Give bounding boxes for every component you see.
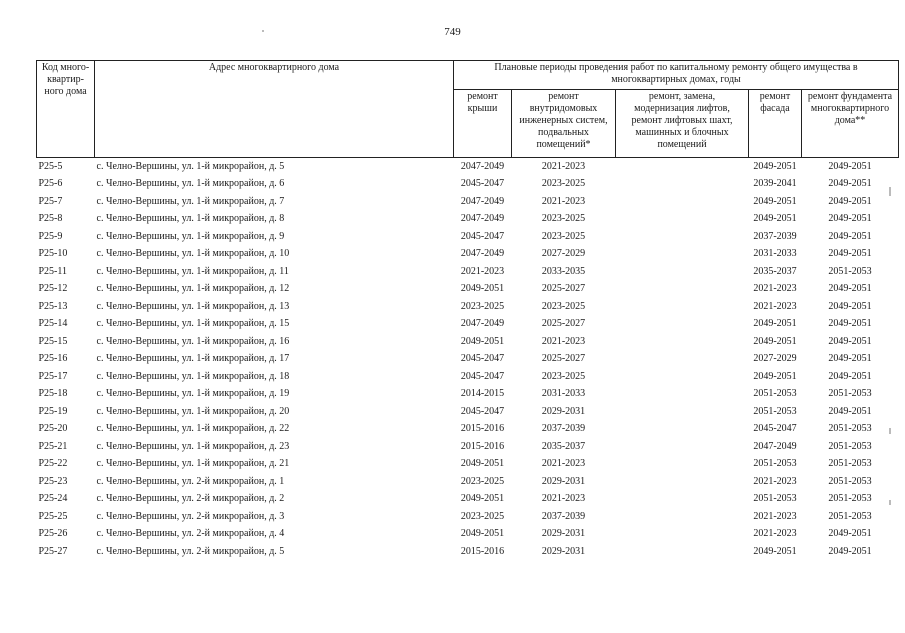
cell-systems: 2021-2023: [541, 458, 586, 470]
cell-address: с. Челно-Вершины, ул. 1-й микрорайон, д. 16: [96, 335, 290, 347]
cell-roof: 2045-2047: [460, 178, 505, 190]
cell-code: P25-6: [38, 178, 63, 190]
cell-foundation: 2049-2051: [828, 230, 872, 242]
cell-systems: 2023-2025: [541, 213, 586, 225]
table-row: [37, 333, 899, 351]
cell-roof: 2047-2049: [460, 318, 505, 330]
cell-elevators: [616, 281, 749, 299]
cell-address: с. Челно-Вершины, ул. 1-й микрорайон, д. 7: [96, 195, 285, 207]
scan-speck: [889, 500, 891, 505]
cell-facade: 2049-2051: [753, 370, 797, 382]
page-number: 749: [444, 26, 461, 38]
cell-elevators: [616, 526, 749, 544]
cell-systems: 2025-2027: [541, 318, 586, 330]
cell-facade: 2049-2051: [753, 545, 797, 557]
cell-address: с. Челно-Вершины, ул. 1-й микрорайон, д. 19: [96, 388, 290, 400]
cell-code: P25-11: [38, 265, 68, 277]
cell-systems: 2037-2039: [541, 510, 586, 522]
table-row: [37, 421, 899, 439]
cell-address: с. Челно-Вершины, ул. 1-й микрорайон, д. 9: [96, 230, 285, 242]
cell-code: P25-15: [38, 335, 68, 347]
cell-address: с. Челно-Вершины, ул. 1-й микрорайон, д. 5: [96, 160, 285, 172]
table-row: [37, 176, 899, 194]
cell-elevators: [616, 316, 749, 334]
cell-facade: 2021-2023: [753, 283, 797, 295]
cell-elevators: [616, 368, 749, 386]
cell-systems: 2023-2025: [541, 178, 586, 190]
cell-elevators: [616, 211, 749, 229]
cell-systems: 2033-2035: [541, 265, 586, 277]
cell-code: P25-14: [38, 318, 68, 330]
header-roof: ремонт крыши: [454, 90, 512, 158]
scan-speck: [262, 30, 264, 32]
cell-roof: 2049-2051: [460, 335, 505, 347]
cell-foundation: 2049-2051: [828, 353, 872, 365]
cell-elevators: [616, 386, 749, 404]
header-address: Адрес многоквартирного дома: [95, 61, 454, 158]
cell-code: P25-9: [38, 230, 63, 242]
cell-systems: 2023-2025: [541, 370, 586, 382]
cell-code: P25-8: [38, 213, 63, 225]
cell-systems: 2029-2031: [541, 475, 586, 487]
cell-address: с. Челно-Вершины, ул. 1-й микрорайон, д. 10: [96, 248, 290, 260]
table-row: [37, 456, 899, 474]
cell-elevators: [616, 473, 749, 491]
cell-address: с. Челно-Вершины, ул. 1-й микрорайон, д. 17: [96, 353, 290, 365]
cell-elevators: [616, 543, 749, 561]
cell-address: с. Челно-Вершины, ул. 1-й микрорайон, д. 12: [96, 283, 290, 295]
cell-address: с. Челно-Вершины, ул. 2-й микрорайон, д. 5: [96, 545, 285, 557]
header-facade: ремонт фасада: [749, 90, 802, 158]
table-row: [37, 438, 899, 456]
cell-foundation: 2049-2051: [828, 300, 872, 312]
cell-address: с. Челно-Вершины, ул. 2-й микрорайон, д. 1: [96, 475, 285, 487]
cell-elevators: [616, 298, 749, 316]
table-header: [37, 61, 899, 158]
cell-foundation: 2051-2053: [828, 475, 872, 487]
cell-elevators: [616, 403, 749, 421]
cell-code: P25-19: [38, 405, 68, 417]
cell-code: P25-20: [38, 423, 68, 435]
cell-foundation: 2051-2053: [828, 458, 872, 470]
cell-facade: 2039-2041: [753, 178, 797, 190]
cell-address: с. Челно-Вершины, ул. 1-й микрорайон, д. 18: [96, 370, 290, 382]
cell-elevators: [616, 508, 749, 526]
cell-roof: 2049-2051: [460, 283, 505, 295]
cell-facade: 2027-2029: [753, 353, 797, 365]
header-systems: ремонт внутридомовых инженерных систем, подвальных помещений*: [512, 90, 616, 158]
cell-systems: 2027-2029: [541, 248, 586, 260]
cell-facade: 2051-2053: [753, 458, 797, 470]
cell-foundation: 2049-2051: [828, 370, 872, 382]
cell-facade: 2049-2051: [753, 335, 797, 347]
table-row: [37, 351, 899, 369]
scan-speck: [889, 187, 891, 196]
table-row: [37, 386, 899, 404]
cell-address: с. Челно-Вершины, ул. 1-й микрорайон, д. 15: [96, 318, 290, 330]
cell-elevators: [616, 333, 749, 351]
cell-roof: 2045-2047: [460, 353, 505, 365]
cell-address: с. Челно-Вершины, ул. 2-й микрорайон, д. 3: [96, 510, 285, 522]
cell-foundation: 2049-2051: [828, 283, 872, 295]
cell-roof: 2023-2025: [460, 510, 505, 522]
capital-repair-table: [36, 60, 899, 561]
cell-foundation: 2051-2053: [828, 493, 872, 505]
cell-roof: 2047-2049: [460, 160, 505, 172]
cell-systems: 2029-2031: [541, 405, 586, 417]
table-row: [37, 368, 899, 386]
table-row: [37, 298, 899, 316]
cell-code: P25-10: [38, 248, 68, 260]
cell-code: P25-13: [38, 300, 68, 312]
cell-foundation: 2049-2051: [828, 528, 872, 540]
cell-roof: 2045-2047: [460, 405, 505, 417]
cell-code: P25-22: [38, 458, 68, 470]
cell-facade: 2021-2023: [753, 528, 797, 540]
cell-elevators: [616, 438, 749, 456]
cell-elevators: [616, 456, 749, 474]
cell-address: с. Челно-Вершины, ул. 1-й микрорайон, д. 13: [96, 300, 290, 312]
cell-systems: 2023-2025: [541, 230, 586, 242]
header-elevators: ремонт, замена, модернизация лифтов, ремонт лифтовых шахт, машинных и блочных помещений: [616, 90, 749, 158]
cell-systems: 2031-2033: [541, 388, 586, 400]
table-row: [37, 543, 899, 561]
cell-roof: 2021-2023: [460, 265, 505, 277]
cell-roof: 2047-2049: [460, 213, 505, 225]
cell-address: с. Челно-Вершины, ул. 1-й микрорайон, д. 11: [96, 265, 289, 277]
cell-facade: 2021-2023: [753, 510, 797, 522]
cell-code: P25-17: [38, 370, 68, 382]
cell-facade: 2031-2033: [753, 248, 797, 260]
cell-roof: 2047-2049: [460, 248, 505, 260]
table-row: [37, 403, 899, 421]
cell-code: P25-18: [38, 388, 68, 400]
cell-code: P25-5: [38, 160, 63, 172]
table-row: [37, 491, 899, 509]
cell-code: P25-21: [38, 440, 68, 452]
cell-foundation: 2051-2053: [828, 265, 872, 277]
table-row: [37, 316, 899, 334]
cell-code: P25-24: [38, 493, 68, 505]
cell-systems: 2025-2027: [541, 283, 586, 295]
cell-elevators: [616, 351, 749, 369]
cell-code: P25-12: [38, 283, 68, 295]
cell-code: P25-26: [38, 528, 68, 540]
cell-systems: 2021-2023: [541, 160, 586, 172]
cell-address: с. Челно-Вершины, ул. 1-й микрорайон, д. 21: [96, 458, 290, 470]
cell-foundation: 2051-2053: [828, 510, 872, 522]
cell-systems: 2029-2031: [541, 528, 586, 540]
cell-systems: 2025-2027: [541, 353, 586, 365]
cell-elevators: [616, 246, 749, 264]
cell-code: P25-7: [38, 195, 63, 207]
cell-foundation: 2049-2051: [828, 545, 872, 557]
cell-foundation: 2051-2053: [828, 388, 872, 400]
cell-facade: 2049-2051: [753, 195, 797, 207]
cell-facade: 2035-2037: [753, 265, 797, 277]
cell-elevators: [616, 176, 749, 194]
cell-systems: 2029-2031: [541, 545, 586, 557]
cell-foundation: 2049-2051: [828, 178, 872, 190]
table-row: [37, 508, 899, 526]
cell-code: P25-16: [38, 353, 68, 365]
cell-systems: 2021-2023: [541, 195, 586, 207]
cell-foundation: 2051-2053: [828, 423, 872, 435]
cell-address: с. Челно-Вершины, ул. 1-й микрорайон, д. 6: [96, 178, 285, 190]
cell-foundation: 2049-2051: [828, 335, 872, 347]
cell-facade: 2037-2039: [753, 230, 797, 242]
table-body: [37, 158, 899, 561]
cell-facade: 2049-2051: [753, 318, 797, 330]
cell-facade: 2049-2051: [753, 213, 797, 225]
cell-roof: 2049-2051: [460, 528, 505, 540]
cell-code: P25-25: [38, 510, 68, 522]
cell-facade: 2021-2023: [753, 475, 797, 487]
cell-foundation: 2049-2051: [828, 248, 872, 260]
cell-foundation: 2049-2051: [828, 213, 872, 225]
cell-elevators: [616, 228, 749, 246]
table-row: [37, 526, 899, 544]
cell-roof: 2014-2015: [460, 388, 505, 400]
cell-roof: 2023-2025: [460, 475, 505, 487]
cell-roof: 2049-2051: [460, 458, 505, 470]
cell-address: с. Челно-Вершины, ул. 1-й микрорайон, д. 23: [96, 440, 290, 452]
table-row: [37, 228, 899, 246]
cell-elevators: [616, 263, 749, 281]
cell-facade: 2045-2047: [753, 423, 797, 435]
table-row: [37, 158, 899, 176]
cell-address: с. Челно-Вершины, ул. 1-й микрорайон, д. 20: [96, 405, 290, 417]
cell-address: с. Челно-Вершины, ул. 2-й микрорайон, д. 2: [96, 493, 285, 505]
table-row: [37, 263, 899, 281]
header-code: Код много-квартир-ного дома: [37, 61, 95, 158]
cell-roof: 2045-2047: [460, 230, 505, 242]
cell-foundation: 2049-2051: [828, 195, 872, 207]
scan-speck: [889, 428, 891, 434]
cell-facade: 2021-2023: [753, 300, 797, 312]
cell-address: с. Челно-Вершины, ул. 1-й микрорайон, д. 22: [96, 423, 290, 435]
cell-facade: 2047-2049: [753, 440, 797, 452]
cell-facade: 2049-2051: [753, 160, 797, 172]
cell-systems: 2035-2037: [541, 440, 586, 452]
cell-address: с. Челно-Вершины, ул. 2-й микрорайон, д. 4: [96, 528, 285, 540]
table-row: [37, 473, 899, 491]
header-foundation: ремонт фундамента многоквартирного дома**: [802, 90, 899, 158]
cell-foundation: 2051-2053: [828, 440, 872, 452]
cell-facade: 2051-2053: [753, 405, 797, 417]
cell-foundation: 2049-2051: [828, 318, 872, 330]
table-row: [37, 246, 899, 264]
cell-elevators: [616, 193, 749, 211]
cell-roof: 2023-2025: [460, 300, 505, 312]
cell-systems: 2023-2025: [541, 300, 586, 312]
table-row: [37, 281, 899, 299]
header-periods: Плановые периоды проведения работ по капитальному ремонту общего имущества в многоквартирных домах, годы: [454, 61, 899, 90]
cell-systems: 2021-2023: [541, 335, 586, 347]
cell-foundation: 2049-2051: [828, 160, 872, 172]
cell-facade: 2051-2053: [753, 493, 797, 505]
cell-facade: 2051-2053: [753, 388, 797, 400]
cell-elevators: [616, 491, 749, 509]
cell-code: P25-27: [38, 545, 68, 557]
cell-roof: 2049-2051: [460, 493, 505, 505]
cell-roof: 2045-2047: [460, 370, 505, 382]
cell-foundation: 2049-2051: [828, 405, 872, 417]
cell-roof: 2015-2016: [460, 423, 505, 435]
cell-systems: 2037-2039: [541, 423, 586, 435]
cell-systems: 2021-2023: [541, 493, 586, 505]
cell-elevators: [616, 421, 749, 439]
table-row: [37, 193, 899, 211]
cell-roof: 2015-2016: [460, 440, 505, 452]
cell-elevators: [616, 158, 749, 176]
table-row: [37, 211, 899, 229]
cell-code: P25-23: [38, 475, 68, 487]
cell-roof: 2015-2016: [460, 545, 505, 557]
cell-roof: 2047-2049: [460, 195, 505, 207]
cell-address: с. Челно-Вершины, ул. 1-й микрорайон, д. 8: [96, 213, 285, 225]
